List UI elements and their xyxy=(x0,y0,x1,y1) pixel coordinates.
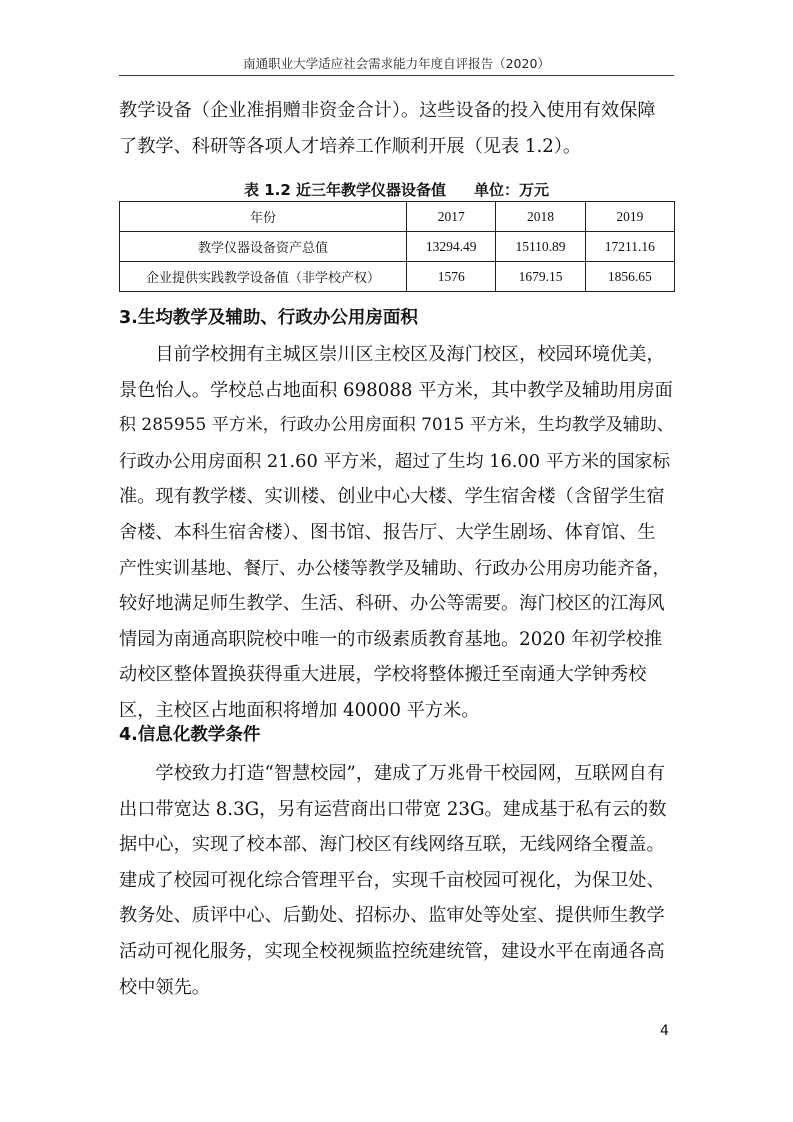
table-header-row xyxy=(120,202,675,232)
table-cell: 15110.89 xyxy=(496,232,585,262)
section-heading: 4.信息化教学条件 xyxy=(119,725,261,745)
table-cell: 教学仪器设备资产总值 xyxy=(120,232,407,262)
section3-paragraph xyxy=(119,337,674,729)
table-caption-title: 表 1.2 近三年教学仪器设备值 xyxy=(243,181,446,199)
table-header-cell: 年份 xyxy=(120,202,407,232)
table-caption-unit: 单位：万元 xyxy=(474,181,550,199)
table-caption xyxy=(0,179,793,200)
section4-paragraph xyxy=(119,756,674,1005)
table-cell: 1856.65 xyxy=(585,262,674,292)
paragraph-line: 出口带宽达 8.3G，另有运营商出口带宽 23G。建成基于私有云的数 xyxy=(119,798,667,820)
table-cell: 1679.15 xyxy=(496,262,585,292)
paragraph-line: 情园为南通高职院校中唯一的市级素质教育基地。2020 年初学校推 xyxy=(119,628,663,650)
table-row xyxy=(120,232,675,262)
section-heading: 3.生均教学及辅助、行政办公用房面积 xyxy=(119,308,418,328)
paragraph-line: 区，主校区占地面积将增加 40000 平方米。 xyxy=(119,699,480,721)
equipment-value-table xyxy=(119,201,675,292)
table-header-cell: 2017 xyxy=(407,202,496,232)
paragraph-line: 校中领先。 xyxy=(119,976,210,998)
paragraph-line: 教务处、质评中心、后勤处、招标办、监审处等处室、提供师生教学 xyxy=(119,905,665,927)
table-header-cell: 2018 xyxy=(496,202,585,232)
paragraph-line: 目前学校拥有主城区崇川区主校区及海门校区，校园环境优美， xyxy=(119,344,665,365)
table-cell: 1576 xyxy=(407,262,496,292)
paragraph-line: 舍楼、本科生宿舍楼）、图书馆、报告厅、大学生剧场、体育馆、生 xyxy=(119,521,656,543)
intro-paragraph xyxy=(119,93,674,164)
paragraph-line: 景色怡人。学校总占地面积 698088 平方米，其中教学及辅助用房面 xyxy=(119,379,673,401)
paragraph-line: 较好地满足师生教学、生活、科研、办公等需要。海门校区的江海风 xyxy=(119,593,665,615)
paragraph-line: 行政办公用房面积 21.60 平方米，超过了生均 16.00 平方米的国家标 xyxy=(119,450,671,472)
paragraph-line: 积 285955 平方米，行政办公用房面积 7015 平方米，生均教学及辅助、 xyxy=(119,415,674,436)
paragraph-line: 产性实训基地、餐厅、办公楼等教学及辅助、行政办公用房功能齐备， xyxy=(119,557,671,579)
running-header: 南通职业大学适应社会需求能力年度自评报告（2020） xyxy=(243,56,550,71)
paragraph-line: 建成了校园可视化综合管理平台，实现千亩校园可视化，为保卫处、 xyxy=(119,869,665,891)
paragraph-line: 动校区整体置换获得重大进展，学校将整体搬迁至南通大学钟秀校 xyxy=(119,664,647,686)
table-header-cell: 2019 xyxy=(585,202,674,232)
table-row xyxy=(120,262,675,292)
table-cell: 13294.49 xyxy=(407,232,496,262)
page-number: 4 xyxy=(660,1023,669,1039)
paragraph-line: 据中心，实现了校本部、海门校区有线网络互联，无线网络全覆盖。 xyxy=(119,834,665,856)
header-divider xyxy=(119,75,674,76)
paragraph-line: 学校致力打造“智慧校园”，建成了万兆骨干校园网，互联网自有 xyxy=(119,763,666,784)
paragraph-line: 教学设备（企业准捐赠非资金合计）。这些设备的投入使用有效保障 xyxy=(119,100,656,121)
paragraph-line: 准。现有教学楼、实训楼、创业中心大楼、学生宿舍楼（含留学生宿 xyxy=(119,486,665,508)
paragraph-line: 活动可视化服务，实现全校视频监控统建统管，建设水平在南通各高 xyxy=(119,940,665,962)
paragraph-line: 了教学、科研等各项人才培养工作顺利开展（见表 1.2）。 xyxy=(119,135,582,157)
table-cell: 17211.16 xyxy=(585,232,674,262)
table-cell: 企业提供实践教学设备值（非学校产权） xyxy=(120,262,407,292)
